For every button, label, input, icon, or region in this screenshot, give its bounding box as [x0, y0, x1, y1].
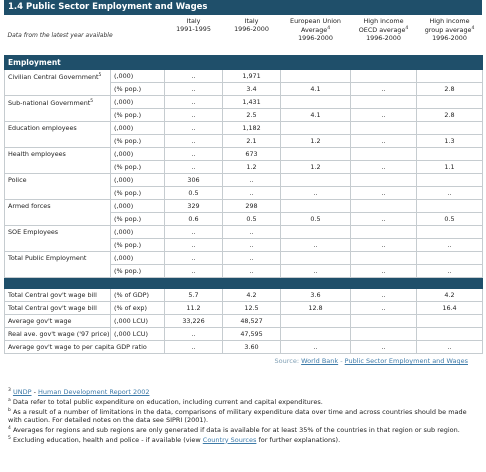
value-cell: ..	[417, 265, 483, 278]
value-cell	[417, 122, 483, 135]
table-row	[5, 70, 483, 83]
value-cell: 4.2	[223, 289, 281, 302]
value-cell	[281, 96, 351, 109]
row-label-text: SOE Employees	[8, 227, 59, 236]
unit-cell: (% pop.)	[111, 83, 165, 96]
value-cell: ..	[165, 341, 223, 354]
value-cell	[281, 315, 351, 328]
value-cell	[281, 200, 351, 213]
value-cell: ..	[165, 161, 223, 174]
col-header: Italy 1996-2000	[223, 15, 281, 56]
value-cell: 48,527	[223, 315, 281, 328]
unit-cell: (,000)	[111, 96, 165, 109]
value-cell: ..	[223, 252, 281, 265]
footnote-5: $^5$ Excluding education, health and police - if available (view Country Sources for further explanations).	[8, 435, 341, 444]
unit-cell: (% pop.)	[111, 135, 165, 148]
row-label	[5, 200, 111, 213]
value-cell: 33,226	[165, 315, 223, 328]
unit-cell: (,000)	[111, 148, 165, 161]
value-cell	[351, 252, 417, 265]
source-line: Source: World Bank - Public Sector Employment and Wages	[274, 357, 468, 365]
value-cell: ..	[165, 70, 223, 83]
value-cell: 329	[165, 200, 223, 213]
value-cell: 4.1	[281, 109, 351, 122]
row-label	[5, 174, 111, 187]
header-row	[5, 15, 483, 56]
value-cell: 0.5	[281, 213, 351, 226]
row-label	[5, 122, 111, 135]
value-cell: 2.8	[417, 83, 483, 96]
row-label	[5, 252, 111, 265]
value-cell	[281, 226, 351, 239]
source-link-world-bank[interactable]: World Bank	[301, 357, 339, 365]
value-cell: 306	[165, 174, 223, 187]
value-cell	[281, 252, 351, 265]
value-cell: 16.4	[417, 302, 483, 315]
value-cell: ..	[351, 213, 417, 226]
value-cell: 3.60	[223, 341, 281, 354]
value-cell: ..	[351, 265, 417, 278]
unit-cell: (,000)	[111, 252, 165, 265]
row-label-text: Armed forces	[8, 201, 51, 210]
value-cell: ..	[351, 109, 417, 122]
value-cell	[417, 315, 483, 328]
table-row	[5, 265, 483, 278]
table-row	[5, 96, 483, 109]
row-label: Real ave. gov't wage ('97 price)	[5, 328, 111, 341]
table-row	[5, 252, 483, 265]
value-cell: 1,971	[223, 70, 281, 83]
value-cell: ..	[281, 265, 351, 278]
footnote-b: $^b$ As a result of a number of limitations in the data, comparisons of military expenditure data over time and across countries should be made with caution. For detailed notes on the data see SIPRI (2001).	[8, 407, 467, 425]
divider-cell	[5, 278, 483, 289]
value-cell: 3.6	[281, 289, 351, 302]
unit-cell: (,000)	[111, 122, 165, 135]
unit-cell: (% pop.)	[111, 239, 165, 252]
table-row	[5, 315, 483, 328]
table-row	[5, 135, 483, 148]
header-note: Data from the latest year available	[5, 15, 165, 56]
value-cell: ..	[165, 96, 223, 109]
table-row	[5, 302, 483, 315]
hdr-link[interactable]: Human Development Report 2002	[38, 388, 150, 397]
row-label: Average gov't wage to per capita GDP ratio	[5, 341, 165, 354]
value-cell	[351, 174, 417, 187]
table-row	[5, 187, 483, 200]
value-cell	[281, 328, 351, 341]
value-cell: ..	[351, 239, 417, 252]
section-divider	[5, 278, 483, 289]
value-cell: ..	[165, 252, 223, 265]
unit-cell: (,000)	[111, 200, 165, 213]
footnote-4: $^4$ Averages for regions and sub regions are only generated if data is available for at least 35% of the countries in that region or sub region.	[8, 425, 460, 434]
row-label	[5, 187, 111, 200]
row-label-text: Sub-national Government	[8, 98, 91, 107]
table-row	[5, 328, 483, 341]
col-header: High income group average$^4$ 1996-2000	[417, 15, 483, 56]
unit-cell: (,000 LCU)	[111, 328, 165, 341]
row-label	[5, 161, 111, 174]
value-cell	[417, 174, 483, 187]
value-cell: ..	[281, 187, 351, 200]
value-cell	[417, 226, 483, 239]
value-cell: ..	[223, 226, 281, 239]
unit-cell: (% pop.)	[111, 161, 165, 174]
value-cell: ..	[165, 148, 223, 161]
section-title: Employment	[5, 56, 483, 70]
row-label	[5, 109, 111, 122]
row-label: Average gov't wage	[5, 315, 111, 328]
value-cell: ..	[223, 239, 281, 252]
unit-cell: (% of GDP)	[111, 289, 165, 302]
value-cell	[351, 328, 417, 341]
row-label	[5, 239, 111, 252]
value-cell: ..	[351, 135, 417, 148]
value-cell	[351, 122, 417, 135]
table-row	[5, 341, 483, 354]
unit-cell: (% pop.)	[111, 213, 165, 226]
data-table	[4, 15, 483, 354]
value-cell: ..	[165, 239, 223, 252]
table-row	[5, 213, 483, 226]
row-label-text: Police	[8, 175, 27, 184]
unit-cell: (,000 LCU)	[111, 315, 165, 328]
value-cell: 1.1	[417, 161, 483, 174]
table-row	[5, 226, 483, 239]
value-cell: 2.8	[417, 109, 483, 122]
section-header	[5, 56, 483, 70]
value-cell: 0.6	[165, 213, 223, 226]
unit-cell: (% pop.)	[111, 187, 165, 200]
value-cell: ..	[281, 239, 351, 252]
value-cell: 2.1	[223, 135, 281, 148]
table-row	[5, 109, 483, 122]
value-cell: 1.2	[281, 135, 351, 148]
value-cell: 1.3	[417, 135, 483, 148]
value-cell: 4.2	[417, 289, 483, 302]
value-cell	[351, 200, 417, 213]
value-cell: 0.5	[417, 213, 483, 226]
value-cell: ..	[281, 341, 351, 354]
value-cell	[281, 174, 351, 187]
row-label	[5, 213, 111, 226]
value-cell: 11.2	[165, 302, 223, 315]
value-cell: ..	[165, 83, 223, 96]
row-label	[5, 135, 111, 148]
value-cell: 0.5	[223, 213, 281, 226]
value-cell: 12.8	[281, 302, 351, 315]
value-cell: ..	[351, 289, 417, 302]
value-cell	[281, 70, 351, 83]
value-cell	[417, 70, 483, 83]
value-cell	[351, 70, 417, 83]
value-cell: ..	[165, 135, 223, 148]
row-label: Total Central gov't wage bill	[5, 302, 111, 315]
table-row	[5, 174, 483, 187]
value-cell: ..	[165, 226, 223, 239]
table-row	[5, 122, 483, 135]
unit-cell: (,000)	[111, 70, 165, 83]
value-cell: 298	[223, 200, 281, 213]
value-cell: ..	[417, 239, 483, 252]
footnote-3: $^3$ UNDP - Human Development Report 2002	[8, 388, 150, 397]
value-cell: ..	[165, 122, 223, 135]
value-cell	[351, 226, 417, 239]
value-cell: 3.4	[223, 83, 281, 96]
value-cell	[417, 148, 483, 161]
footnote-a: $^a$ Data refer to total public expenditure on education, including current and capital expenditures.	[8, 397, 323, 406]
value-cell: 1,182	[223, 122, 281, 135]
row-label-text: Total Public Employment	[8, 253, 87, 262]
value-cell	[351, 148, 417, 161]
value-cell: 47,595	[223, 328, 281, 341]
table-row	[5, 161, 483, 174]
value-cell: ..	[351, 341, 417, 354]
col-header: European Union Average$^4$ 1996-2000	[281, 15, 351, 56]
value-cell: ..	[223, 265, 281, 278]
value-cell: ..	[223, 187, 281, 200]
value-cell: ..	[351, 302, 417, 315]
value-cell: 673	[223, 148, 281, 161]
source-link-public-sector[interactable]: Public Sector Employment and Wages	[344, 357, 468, 365]
row-label	[5, 148, 111, 161]
value-cell	[281, 148, 351, 161]
row-label-text: Education employees	[8, 123, 77, 132]
value-cell: 2.5	[223, 109, 281, 122]
table-row	[5, 148, 483, 161]
row-label	[5, 70, 111, 83]
value-cell	[417, 96, 483, 109]
unit-cell: (,000)	[111, 226, 165, 239]
value-cell: 5.7	[165, 289, 223, 302]
value-cell	[351, 96, 417, 109]
row-label: Total Central gov't wage bill	[5, 289, 111, 302]
page	[4, 0, 482, 444]
row-label-text: Health employees	[8, 149, 66, 158]
unit-cell: (,000)	[111, 174, 165, 187]
value-cell: ..	[417, 187, 483, 200]
footnote-marker: 5	[98, 72, 102, 78]
undp-link[interactable]: UNDP	[12, 388, 32, 397]
value-cell: ..	[351, 83, 417, 96]
table-row	[5, 239, 483, 252]
value-cell: 0.5	[165, 187, 223, 200]
row-label-text: Civilian Central Government	[8, 72, 99, 81]
table-row	[5, 289, 483, 302]
unit-cell: (% pop.)	[111, 265, 165, 278]
country-sources-link[interactable]: Country Sources	[202, 435, 257, 444]
value-cell: 1.2	[223, 161, 281, 174]
value-cell	[351, 315, 417, 328]
value-cell: ..	[165, 109, 223, 122]
value-cell: ..	[165, 328, 223, 341]
value-cell: 1,431	[223, 96, 281, 109]
unit-cell: (% pop.)	[111, 109, 165, 122]
table-row	[5, 200, 483, 213]
col-header: High income OECD average$^4$ 1996-2000	[351, 15, 417, 56]
row-label	[5, 83, 111, 96]
value-cell: ..	[351, 187, 417, 200]
table-row	[5, 83, 483, 96]
row-label	[5, 226, 111, 239]
value-cell: ..	[417, 341, 483, 354]
value-cell: 1.2	[281, 161, 351, 174]
value-cell: 4.1	[281, 83, 351, 96]
unit-cell: (% of exp)	[111, 302, 165, 315]
footnotes	[4, 387, 482, 444]
value-cell: ..	[351, 161, 417, 174]
row-label	[5, 265, 111, 278]
col-header: Italy 1991-1995	[165, 15, 223, 56]
footnote-marker: 5	[90, 98, 94, 104]
value-cell: ..	[223, 174, 281, 187]
value-cell	[281, 122, 351, 135]
value-cell	[417, 200, 483, 213]
value-cell	[417, 252, 483, 265]
value-cell: 12.5	[223, 302, 281, 315]
row-label	[5, 96, 111, 109]
value-cell: ..	[165, 265, 223, 278]
value-cell	[417, 328, 483, 341]
table-title: 1.4 Public Sector Employment and Wages	[4, 0, 482, 15]
